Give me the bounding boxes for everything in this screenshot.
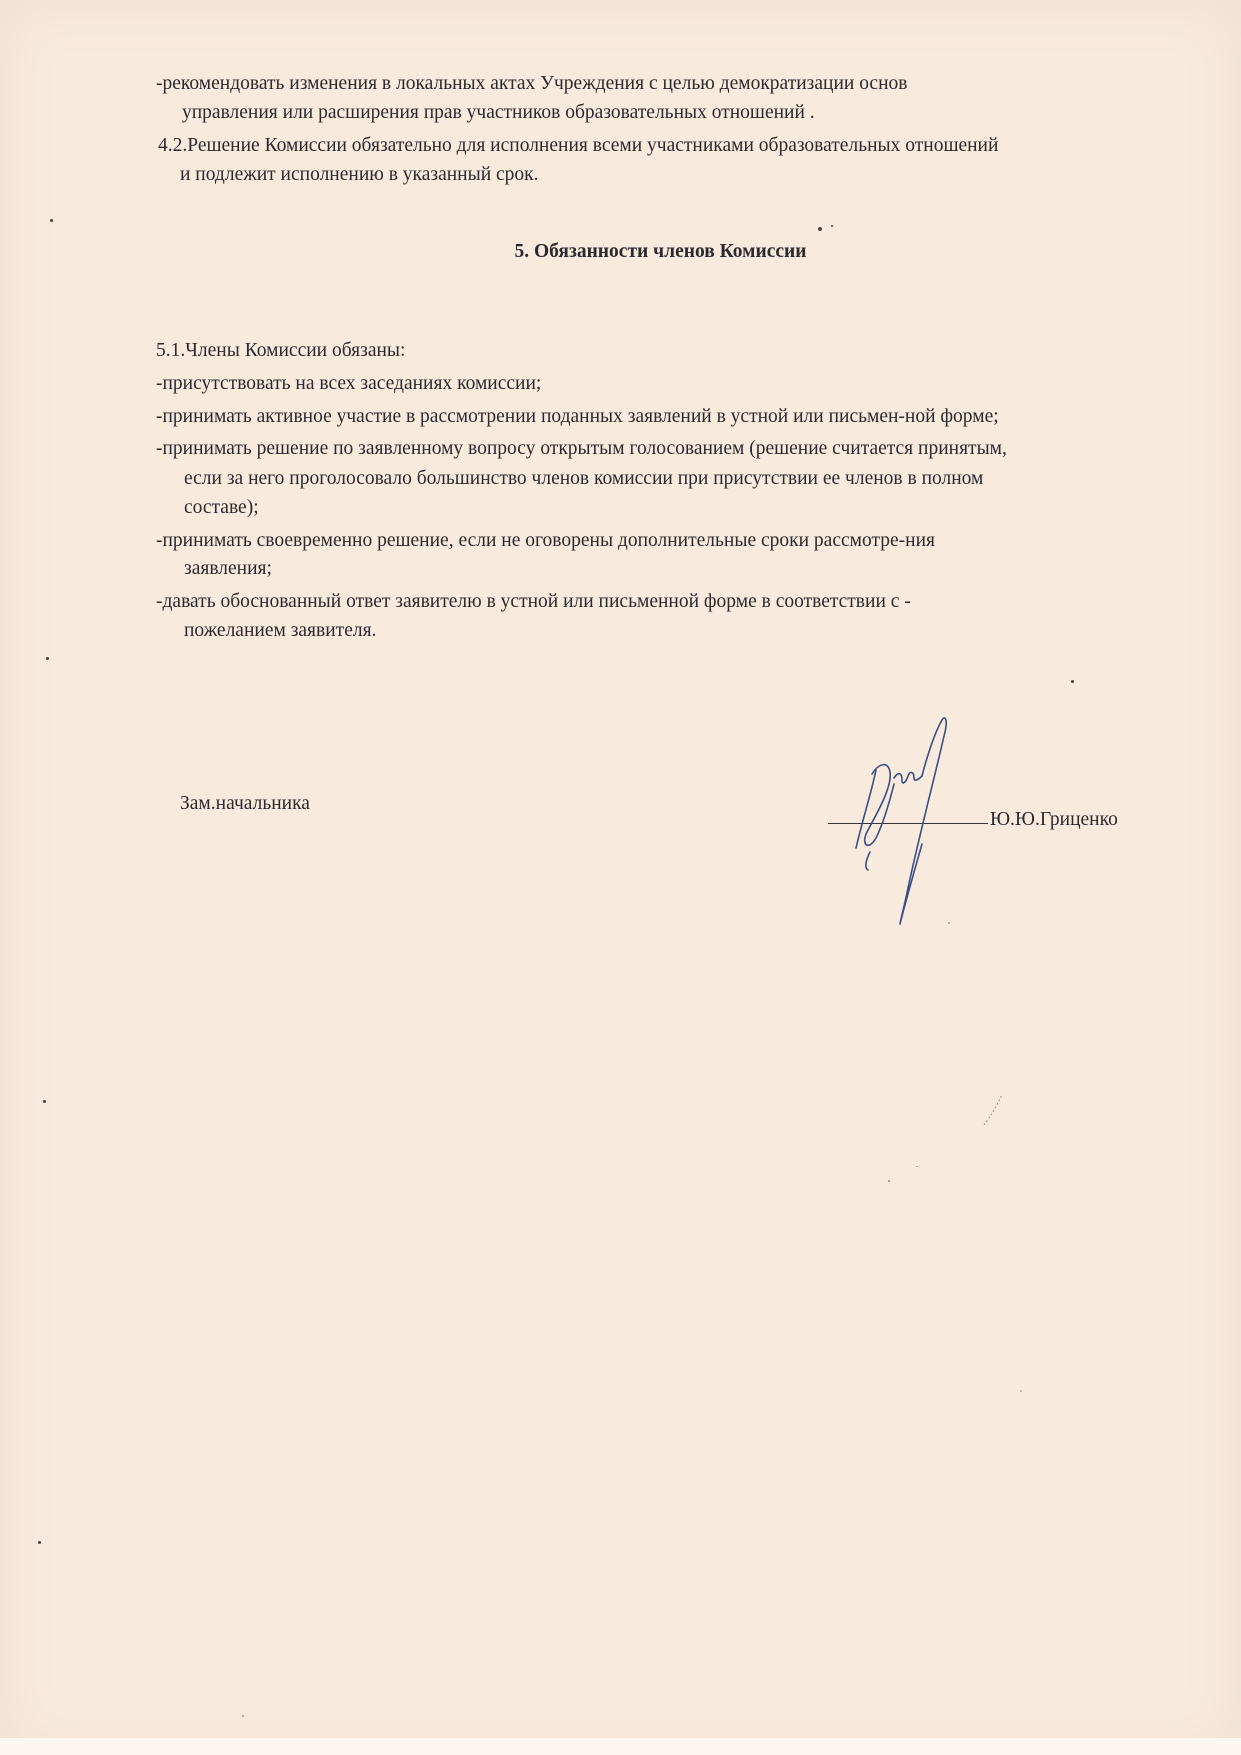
section-5-heading: 5. Обязанности членов Комиссии bbox=[514, 241, 807, 262]
list-item-vote-line-2: если за него проголосовало большинство членов комиссии при присутствии ее членов в полном bbox=[184, 468, 984, 489]
pencil-mark bbox=[980, 1083, 1030, 1133]
speck bbox=[916, 1166, 918, 1167]
speck bbox=[38, 1541, 41, 1544]
paragraph-4-1-line-2: управления или расширения прав участников образовательных отношений . bbox=[182, 102, 815, 123]
speck bbox=[1071, 680, 1074, 683]
speck bbox=[43, 1100, 46, 1103]
paragraph-4-2-line-1: 4.2.Решение Комиссии обязательно для исполнения всеми участниками образовательных отношений bbox=[158, 135, 999, 156]
list-item-attend: -присутствовать на всех заседаниях комиссии; bbox=[156, 373, 542, 394]
paragraph-5-1-intro: 5.1.Члены Комиссии обязаны: bbox=[156, 340, 406, 361]
list-item-answer-line-1: -давать обоснованный ответ заявителю в устной или письменной форме в соответствии с - bbox=[156, 591, 911, 612]
speck bbox=[46, 657, 49, 660]
handwritten-signature bbox=[850, 712, 980, 932]
signatory-name: Ю.Ю.Гриценко bbox=[990, 809, 1118, 830]
list-item-participate: -принимать активное участие в рассмотрении поданных заявлений в устной или письмен-ной форме; bbox=[156, 406, 999, 427]
speck bbox=[818, 227, 822, 231]
list-item-vote-line-1: -принимать решение по заявленному вопросу открытым голосованием (решение считается принятым, bbox=[156, 438, 1007, 459]
list-item-answer-line-2: пожеланием заявителя. bbox=[184, 620, 377, 641]
paragraph-4-2-line-2: и подлежит исполнению в указанный срок. bbox=[180, 164, 539, 185]
speck bbox=[948, 922, 950, 924]
scan-edge bbox=[0, 1738, 1241, 1755]
paragraph-4-1-line-1: -рекомендовать изменения в локальных актах Учреждения с целью демократизации основ bbox=[156, 73, 908, 94]
speck bbox=[831, 225, 833, 227]
list-item-timely-line-1: -принимать своевременно решение, если не оговорены дополнительные сроки рассмотре-ния bbox=[156, 530, 935, 551]
list-item-vote-line-3: составе); bbox=[184, 497, 259, 518]
list-item-timely-line-2: заявления; bbox=[184, 558, 272, 579]
speck bbox=[242, 1715, 244, 1717]
speck bbox=[888, 1180, 890, 1182]
signatory-position: Зам.начальника bbox=[180, 793, 310, 814]
speck bbox=[50, 219, 53, 222]
speck bbox=[1020, 1390, 1022, 1392]
